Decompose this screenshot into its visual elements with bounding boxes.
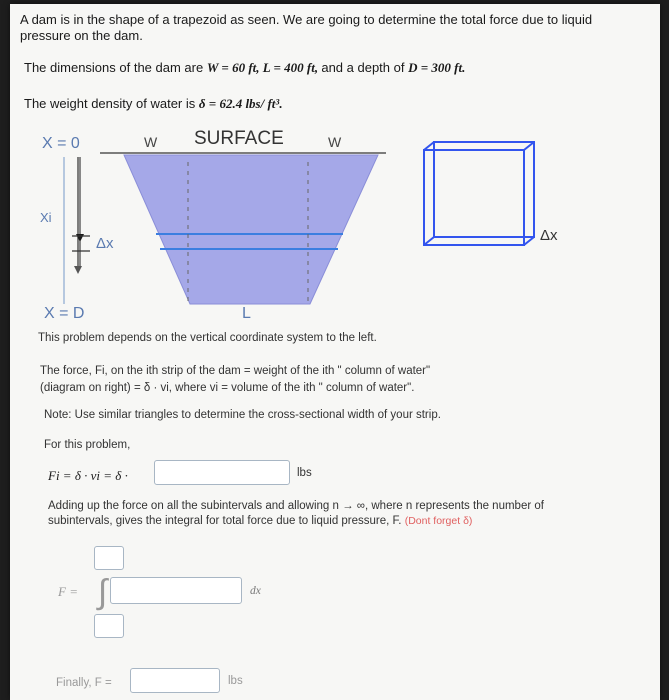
l-label: L — [242, 305, 251, 322]
dx-differential: dx — [250, 585, 261, 597]
surface-label: SURFACE — [194, 128, 284, 149]
delta-value: δ = 62.4 lbs/ ft³. — [198, 96, 283, 111]
final-answer-input[interactable] — [130, 668, 220, 693]
intro-line-1: A dam is in the shape of a trapezoid as seen. We are going to determine the total force due to liquid — [20, 12, 593, 27]
strip-cube-icon — [424, 142, 534, 245]
problem-sheet — [10, 4, 660, 700]
dam-diagram — [10, 4, 660, 334]
coordinate-note: This problem depends on the vertical coordinate system to the left. — [38, 332, 377, 344]
w-right-label: W — [328, 134, 342, 150]
depth-text: and a depth of — [321, 60, 405, 75]
force-line-2: (diagram on right) = δ · vi, where vi = volume of the ith " column of water". — [40, 382, 415, 394]
summation-line-2 — [48, 514, 472, 529]
dimensions-prefix: The dimensions of the dam are — [24, 60, 204, 75]
intro-line-2: pressure on the dam. — [20, 28, 143, 43]
x-depth-label: X = D — [44, 305, 85, 322]
down-arrow-icon — [74, 266, 82, 274]
force-line-1: The force, Fi, on the ith strip of the dam = weight of the ith " column of water" — [40, 365, 431, 377]
integral-lhs: F = — [58, 584, 78, 599]
finally-label: Finally, F = — [56, 677, 112, 689]
final-unit: lbs — [228, 675, 243, 687]
integrand-input[interactable] — [110, 577, 242, 604]
weight-prefix: The weight density of water is — [24, 96, 196, 111]
fi-equation: Fi = δ · vi = δ · — [48, 468, 128, 483]
xi-arrow-head-icon — [76, 234, 84, 242]
summation-line-2-text: subintervals, gives the integral for total force due to liquid pressure, F. — [48, 515, 402, 527]
fi-answer-input[interactable] — [154, 460, 290, 485]
l-value: L = 400 ft, — [262, 60, 322, 75]
for-this-problem: For this problem, — [44, 439, 131, 451]
dam-trapezoid — [124, 155, 378, 304]
x-zero-label: X = 0 — [42, 135, 80, 152]
fi-unit: lbs — [297, 467, 312, 479]
similar-triangles-note: Note: Use similar triangles to determine the cross-sectional width of your strip. — [44, 409, 441, 421]
d-value: D = 300 ft. — [408, 60, 466, 75]
w-left-label: W — [144, 134, 158, 150]
xi-label: Xi — [40, 210, 52, 225]
summation-line-1: Adding up the force on all the subintervals and allowing n → ∞, where n represents the number of — [48, 500, 544, 512]
upper-limit-input[interactable] — [94, 546, 124, 570]
lower-limit-input[interactable] — [94, 614, 124, 638]
integral-sign-icon: ∫ — [98, 573, 108, 611]
cube-dx-label: Δx — [540, 227, 558, 244]
dx-label: Δx — [96, 235, 114, 252]
w-value: W = 60 ft, — [206, 60, 263, 75]
forget-delta-hint: (Dont forget δ) — [404, 515, 473, 527]
